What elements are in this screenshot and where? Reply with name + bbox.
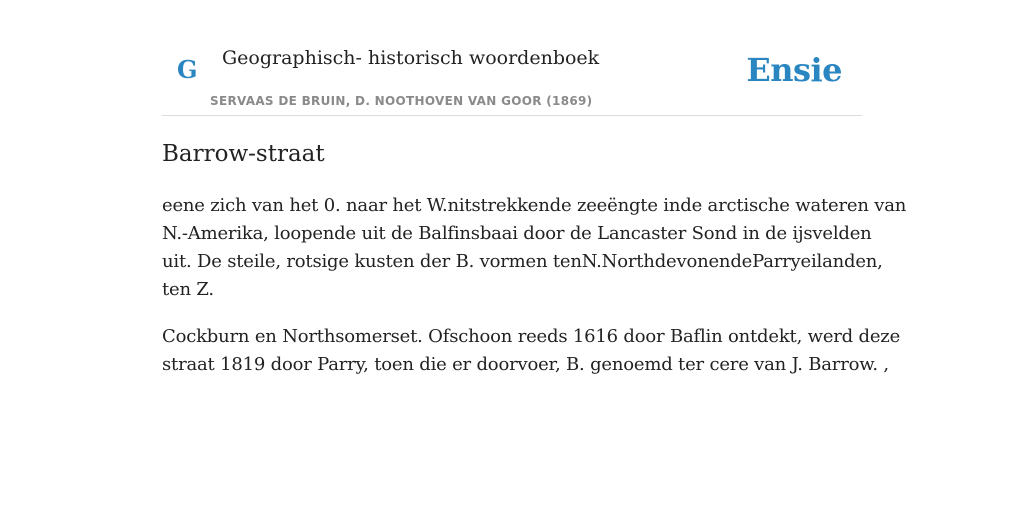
entry-paragraph-2 <box>162 323 901 379</box>
paragraph-line: uit. De steile, rotsige kusten der B. vormen tenN.NorthdevonendeParryeilanden, <box>162 251 883 272</box>
book-title-link[interactable]: Geographisch- historisch woordenboek <box>222 47 600 69</box>
page <box>162 0 907 375</box>
book-header <box>162 0 862 116</box>
entry-paragraph-1 <box>162 192 907 304</box>
book-index-letter-link[interactable]: G <box>177 55 198 84</box>
paragraph-line: eene zich van het 0. naar het W.nitstrekkende zeeëngte inde arctische wateren van <box>162 195 907 216</box>
entry-body <box>162 192 907 398</box>
book-authors: SERVAAS DE BRUIN, D. NOOTHOVEN VAN GOOR (1869) <box>210 94 593 108</box>
paragraph-line: N.-Amerika, loopende uit de Balfinsbaai door de Lancaster Sond in de ijsvelden <box>162 223 872 244</box>
paragraph-line: straat 1819 door Parry, toen die er doorvoer, B. genoemd ter cere van J. Barrow. , <box>162 354 889 375</box>
paragraph-line: Cockburn en Northsomerset. Ofschoon reeds 1616 door Baflin ontdekt, werd deze <box>162 326 901 347</box>
paragraph-line: ten Z. <box>162 279 214 300</box>
entry-title: Barrow-straat <box>162 141 325 167</box>
ensie-logo-link[interactable]: Ensie <box>746 51 842 89</box>
